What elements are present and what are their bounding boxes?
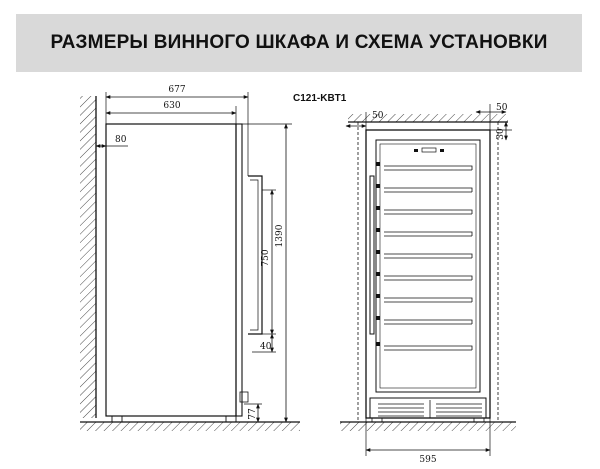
cabinet-side-body [106,124,236,416]
foot-front [226,416,236,422]
cabinet-side-door [236,124,242,416]
dim-height: 1390 [275,224,285,248]
door-handle-side [248,176,262,334]
door-hinge [240,392,248,402]
door-handle-front [370,176,374,334]
model-label: C121-KBT1 [293,93,347,104]
shelf [384,188,472,192]
dim-handle-length: 750 [261,249,271,267]
shelf [384,254,472,258]
shelf [384,320,472,324]
dim-side-gap: 50 [372,111,384,121]
dim-wall-gap: 80 [115,135,127,145]
wall-hatch [80,96,96,418]
dim-top-gap-vertical: 30 [496,128,506,140]
shelf [384,346,472,350]
dim-handle-bottom: 40 [260,342,272,352]
shelves [376,162,472,350]
dim-total-depth: 677 [168,85,186,95]
cabinet-front-body [366,130,490,418]
shelf [384,210,472,214]
floor-hatch-side [80,422,300,431]
floor-hatch-front [340,422,516,431]
dim-body-depth: 630 [163,101,181,111]
front-view [340,103,516,465]
control-display [422,148,436,152]
foot-rear [112,416,122,422]
page-title: РАЗМЕРЫ ВИННОГО ШКАФА И СХЕМА УСТАНОВКИ [50,32,548,53]
dim-top-gap: 50 [496,103,508,113]
shelf [384,232,472,236]
shelf [384,166,472,170]
side-view [80,85,300,431]
door-glass [376,140,480,392]
shelf [384,298,472,302]
dim-width: 595 [419,455,437,465]
shelf [384,276,472,280]
dim-feet-height: 77 [248,408,258,420]
